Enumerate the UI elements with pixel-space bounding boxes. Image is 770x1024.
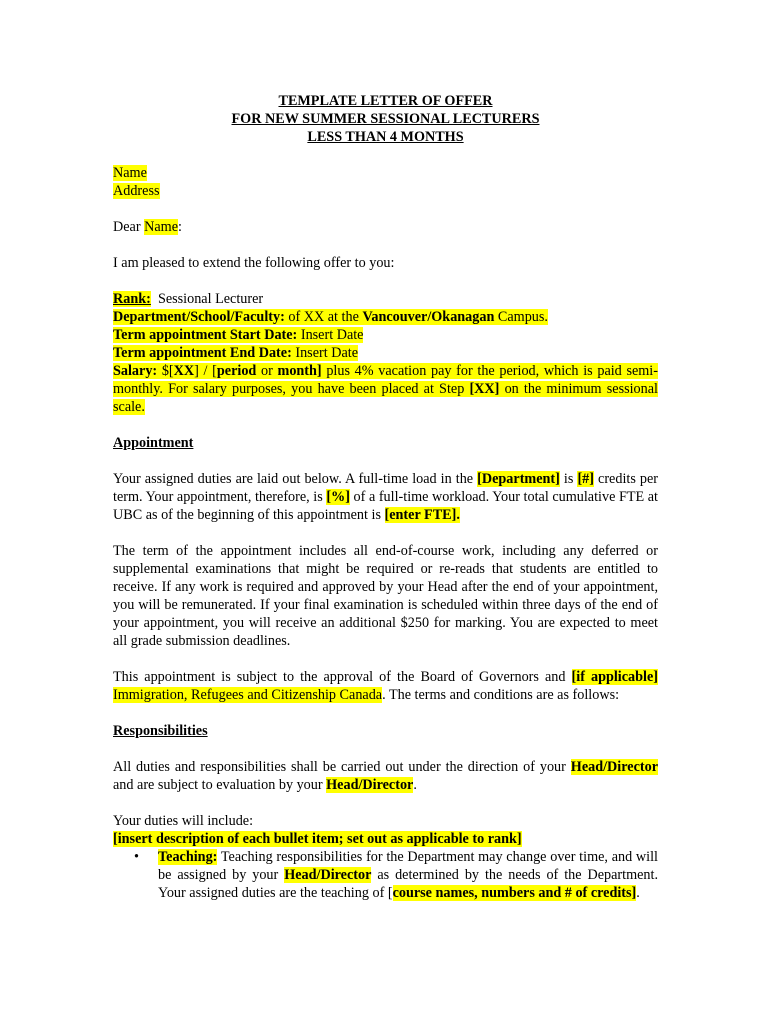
duty-item-teaching (134, 848, 658, 902)
title-line-1: TEMPLATE LETTER OF OFFER (278, 93, 493, 109)
appointment-text-1: Your assigned duties are laid out below. A full-time load in the (113, 471, 478, 487)
teaching-text-3: . (636, 885, 640, 901)
salary-amount: XX (173, 363, 195, 379)
offer-terms (113, 290, 658, 416)
head-director-placeholder-2: Head/Director (326, 777, 414, 793)
teaching-head-placeholder: Head/Director (284, 867, 372, 883)
document-title (113, 92, 658, 146)
teaching-text-2: as determined by the needs of the Department. Your assigned duties are the teaching of [ (158, 867, 658, 901)
salary-label: Salary: (113, 363, 158, 379)
start-date-value: Insert Date (297, 327, 364, 343)
appointment-text-4: of a full-time workload. Your total cumulative FTE at UBC as of the beginning of this appointment is (113, 489, 658, 523)
approval-text: This appointment is subject to the approval of the Board of Governors and (113, 669, 572, 685)
responsibilities-text-3: . (413, 777, 417, 793)
credits-placeholder: [#] (577, 471, 594, 487)
salary-text-4: plus 4% vacation pay for the period, which is paid semi-monthly. For salary purposes, you have been placed at Step (113, 363, 658, 397)
responsibilities-text-2: and are subject to evaluation by your (113, 777, 327, 793)
title-line-2: FOR NEW SUMMER SESSIONAL LECTURERS (231, 111, 540, 127)
responsibilities-paragraph (113, 758, 658, 794)
percent-placeholder: [%] (326, 489, 350, 505)
fte-placeholder: [enter FTE]. (384, 507, 460, 523)
rank-label: Rank: (113, 291, 151, 307)
campus-name: Vancouver/Okanagan (362, 309, 495, 325)
department-line (113, 308, 658, 326)
campus-suffix: Campus. (494, 309, 548, 325)
salary-text-5: on the minimum sessional scale. (113, 381, 658, 415)
immigration-placeholder: Immigration, Refugees and Citizenship Canada (113, 687, 383, 703)
duties-instruction: [insert description of each bullet item; set out as applicable to rank] (113, 831, 522, 847)
department-placeholder: [Department] (477, 471, 560, 487)
department-text: of XX at the (284, 309, 363, 325)
appointment-paragraph-2: The term of the appointment includes all end-of-course work, including any deferred or supplemental examinations that might be required or re-reads that students are entitled to receive. If any work is required and approved by your Head after the end of your appointment, you will be remunerated. If your final examination is scheduled within three days of the end of your appointment, you will receive an additional $250 for marking. You are expected to meet all grade submission deadlines. (113, 543, 658, 649)
course-names-placeholder: course names, numbers and # of credits] (392, 885, 637, 901)
salary-text-3: or (256, 363, 278, 379)
title-line-3: LESS THAN 4 MONTHS (307, 129, 464, 145)
department-label: Department/School/Faculty: (113, 309, 285, 325)
letter-page (113, 92, 658, 902)
appointment-text-2: is (559, 471, 578, 487)
salary-text-2: ] / [ (194, 363, 217, 379)
appointment-heading: Appointment (113, 435, 194, 451)
duties-list (113, 848, 658, 902)
salutation-name: Name (144, 219, 179, 235)
salary-step: [XX] (469, 381, 500, 397)
responsibilities-text-1: All duties and responsibilities shall be carried out under the direction of your (113, 759, 571, 775)
salary-text-1: $[ (157, 363, 174, 379)
duties-intro: Your duties will include: (113, 813, 254, 829)
rank-value: Sessional Lecturer (157, 291, 264, 307)
salary-month: month] (277, 363, 322, 379)
salutation-suffix: : (178, 219, 182, 235)
appointment-text-3: credits per term. Your appointment, therefore, is (113, 471, 659, 505)
end-date-label: Term appointment End Date: (113, 345, 292, 361)
recipient-address: Address (113, 183, 160, 199)
responsibilities-heading: Responsibilities (113, 723, 208, 739)
end-date-value: Insert Date (291, 345, 358, 361)
intro-paragraph: I am pleased to extend the following offer to you: (113, 255, 395, 271)
salary-paragraph (113, 362, 658, 416)
start-date-line (113, 326, 658, 344)
salutation (113, 218, 658, 236)
bullet-icon: • (134, 849, 139, 865)
rank-line (113, 290, 658, 308)
appointment-paragraph-3 (113, 668, 658, 704)
recipient-name: Name (113, 165, 147, 181)
if-applicable-placeholder: [if applicable] (571, 669, 658, 685)
teaching-text-1: Teaching responsibilities for the Department may change over time, and will be assigned by your (158, 849, 658, 883)
terms-conditions-text: . The terms and conditions are as follows: (382, 687, 620, 703)
teaching-label: Teaching: (158, 849, 218, 865)
end-date-line (113, 344, 658, 362)
salary-period: period (216, 363, 257, 379)
start-date-label: Term appointment Start Date: (113, 327, 298, 343)
head-director-placeholder-1: Head/Director (570, 759, 658, 775)
recipient-block (113, 164, 658, 200)
appointment-paragraph-1 (113, 470, 658, 524)
salutation-prefix: Dear (113, 219, 145, 235)
